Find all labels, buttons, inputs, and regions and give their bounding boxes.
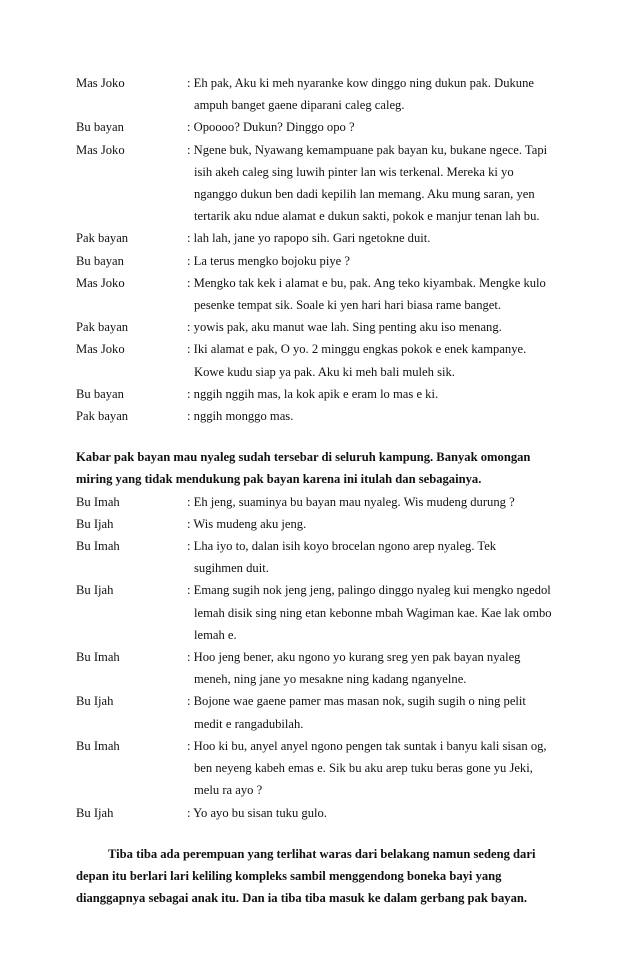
speech-line: ben neyeng kabeh emas e. Sik bu aku arep tuku beras gone yu Jeki, bbox=[194, 761, 533, 776]
speech-line: lemah e. bbox=[194, 627, 237, 642]
speech-text bbox=[187, 535, 564, 579]
narration-line: Tiba tiba ada perempuan yang terlihat waras dari belakang namun sedeng dari bbox=[108, 846, 536, 861]
speaker-name: Mas Joko bbox=[76, 142, 125, 157]
speech-line: : La terus mengko bojoku piye ? bbox=[187, 253, 350, 268]
dialogue-line bbox=[76, 579, 564, 646]
speech-line: sugihmen duit. bbox=[194, 561, 269, 576]
speech-line: ampuh banget gaene diparani caleg caleg. bbox=[194, 98, 405, 113]
speaker-name: Bu Ijah bbox=[76, 694, 114, 709]
dialogue-line bbox=[76, 338, 564, 382]
speech-text bbox=[187, 338, 564, 382]
speaker-name: Pak bayan bbox=[76, 231, 129, 246]
speaker-name: Bu Imah bbox=[76, 539, 120, 554]
speaker-name: Bu Ijah bbox=[76, 805, 114, 820]
speaker-name: Mas Joko bbox=[76, 342, 125, 357]
speaker-name: Pak bayan bbox=[76, 409, 129, 424]
speech-line: nganggo dukun ben dadi kepilih lan memang. Aku mung saran, yen bbox=[194, 187, 535, 202]
speech-line: : Mengko tak kek i alamat e bu, pak. Ang teko kiyambak. Mengke kulo bbox=[187, 275, 546, 290]
speech-text bbox=[187, 405, 564, 427]
speech-line: : Ngene buk, Nyawang kemampuane pak bayan ku, bukane ngece. Tapi bbox=[187, 142, 548, 157]
speech-text bbox=[187, 646, 564, 690]
speech-text bbox=[187, 250, 564, 272]
paragraph-gap bbox=[76, 824, 564, 843]
speech-line: isih akeh caleg sing luwih pinter lan wis terkenal. Mereka ki yo bbox=[194, 164, 514, 179]
speech-line: : Lha iyo to, dalan isih koyo brocelan ngono arep nyaleg. Tek bbox=[187, 539, 497, 554]
dialogue-line bbox=[76, 802, 564, 824]
speaker-name: Bu Ijah bbox=[76, 583, 114, 598]
speech-line: pesenke tempat sik. Soale ki yen hari hari biasa rame banget. bbox=[194, 298, 502, 313]
dialogue-line bbox=[76, 272, 564, 316]
speech-line: : Wis mudeng aku jeng. bbox=[187, 516, 307, 531]
speech-line: tertarik aku ndue alamat e dukun sakti, pokok e manjur tenan lah bu. bbox=[194, 209, 540, 224]
speech-line: : Yo ayo bu sisan tuku gulo. bbox=[187, 805, 327, 820]
speech-line: : Hoo ki bu, anyel anyel ngono pengen tak suntak i banyu kali sisan og, bbox=[187, 738, 547, 753]
speech-line: : Eh pak, Aku ki meh nyaranke kow dinggo ning dukun pak. Dukune bbox=[187, 76, 534, 90]
speech-line: medit e rangadubilah. bbox=[194, 716, 304, 731]
speaker-name: Bu Imah bbox=[76, 738, 120, 753]
speech-line: : Hoo jeng bener, aku ngono yo kurang sreg yen pak bayan nyaleg bbox=[187, 650, 521, 665]
narration-line: depan itu berlari lari keliling kompleks sambil menggendong boneka bayi yang bbox=[76, 868, 502, 883]
dialogue-line bbox=[76, 139, 564, 228]
dialogue-line bbox=[76, 116, 564, 138]
dialogue-block-2 bbox=[76, 491, 564, 824]
speech-text bbox=[187, 513, 564, 535]
speaker-name: Bu Imah bbox=[76, 650, 120, 665]
speech-text bbox=[187, 227, 564, 249]
speech-line: : yowis pak, aku manut wae lah. Sing penting aku iso menang. bbox=[187, 320, 502, 335]
speech-text bbox=[187, 116, 564, 138]
speaker-name: Bu Ijah bbox=[76, 516, 114, 531]
speaker-name: Bu Imah bbox=[76, 494, 120, 509]
speech-line: lemah disik sing ning etan kebonne mbah Wagiman kae. Kae lak ombo bbox=[194, 605, 552, 620]
speaker-name: Mas Joko bbox=[76, 275, 125, 290]
dialogue-line bbox=[76, 383, 564, 405]
narration-line: Kabar pak bayan mau nyaleg sudah tersebar di seluruh kampung. Banyak omongan bbox=[76, 450, 531, 465]
speech-text bbox=[187, 802, 564, 824]
speech-text bbox=[187, 383, 564, 405]
speaker-name: Bu bayan bbox=[76, 386, 124, 401]
speech-line: : Eh jeng, suaminya bu bayan mau nyaleg. Wis mudeng durung ? bbox=[187, 494, 515, 509]
dialogue-line bbox=[76, 491, 564, 513]
speech-text bbox=[187, 735, 564, 802]
dialogue-line bbox=[76, 405, 564, 427]
speech-line: : lah lah, jane yo rapopo sih. Gari ngetokne duit. bbox=[187, 231, 431, 246]
dialogue-line bbox=[76, 735, 564, 802]
speech-line: : Bojone wae gaene pamer mas masan nok, sugih sugih o ning pelit bbox=[187, 694, 526, 709]
speech-line: meneh, ning jane yo mesakne ning kadang nganyelne. bbox=[194, 672, 467, 687]
speaker-name: Bu bayan bbox=[76, 253, 124, 268]
speech-text bbox=[187, 579, 564, 646]
dialogue-line bbox=[76, 513, 564, 535]
speech-text bbox=[187, 139, 564, 228]
speech-line: : nggih nggih mas, la kok apik e eram lo mas e ki. bbox=[187, 386, 439, 401]
speech-line: Kowe kudu siap ya pak. Aku ki meh bali muleh sik. bbox=[194, 364, 455, 379]
speech-line: : Iki alamat e pak, O yo. 2 minggu engkas pokok e enek kampanye. bbox=[187, 342, 527, 357]
speech-line: : nggih monggo mas. bbox=[187, 409, 294, 424]
dialogue-line bbox=[76, 227, 564, 249]
narration-line: dianggapnya sebagai anak itu. Dan ia tiba tiba masuk ke dalam gerbang pak bayan. bbox=[76, 891, 528, 906]
dialogue-line bbox=[76, 72, 564, 116]
speech-line: : Emang sugih nok jeng jeng, palingo dinggo nyaleg kui mengko ngedol bbox=[187, 583, 551, 598]
narration-paragraph-2 bbox=[76, 843, 564, 910]
speech-text bbox=[187, 316, 564, 338]
dialogue-block-1 bbox=[76, 72, 564, 427]
speech-text bbox=[187, 272, 564, 316]
speech-text bbox=[187, 72, 564, 116]
speech-text bbox=[187, 491, 564, 513]
speaker-name: Bu bayan bbox=[76, 120, 124, 135]
narration-line: miring yang tidak mendukung pak bayan karena ini itulah dan sebagainya. bbox=[76, 472, 482, 487]
speech-line: : Opoooo? Dukun? Dinggo opo ? bbox=[187, 120, 355, 135]
dialogue-line bbox=[76, 316, 564, 338]
paragraph-gap bbox=[76, 427, 564, 446]
speaker-name: Mas Joko bbox=[76, 76, 125, 90]
speech-text bbox=[187, 690, 564, 734]
document-page bbox=[76, 72, 564, 909]
dialogue-line bbox=[76, 690, 564, 734]
dialogue-line bbox=[76, 535, 564, 579]
speech-line: melu ra ayo ? bbox=[194, 783, 263, 798]
dialogue-line bbox=[76, 250, 564, 272]
speaker-name: Pak bayan bbox=[76, 320, 129, 335]
dialogue-line bbox=[76, 646, 564, 690]
narration-paragraph-1 bbox=[76, 446, 564, 490]
